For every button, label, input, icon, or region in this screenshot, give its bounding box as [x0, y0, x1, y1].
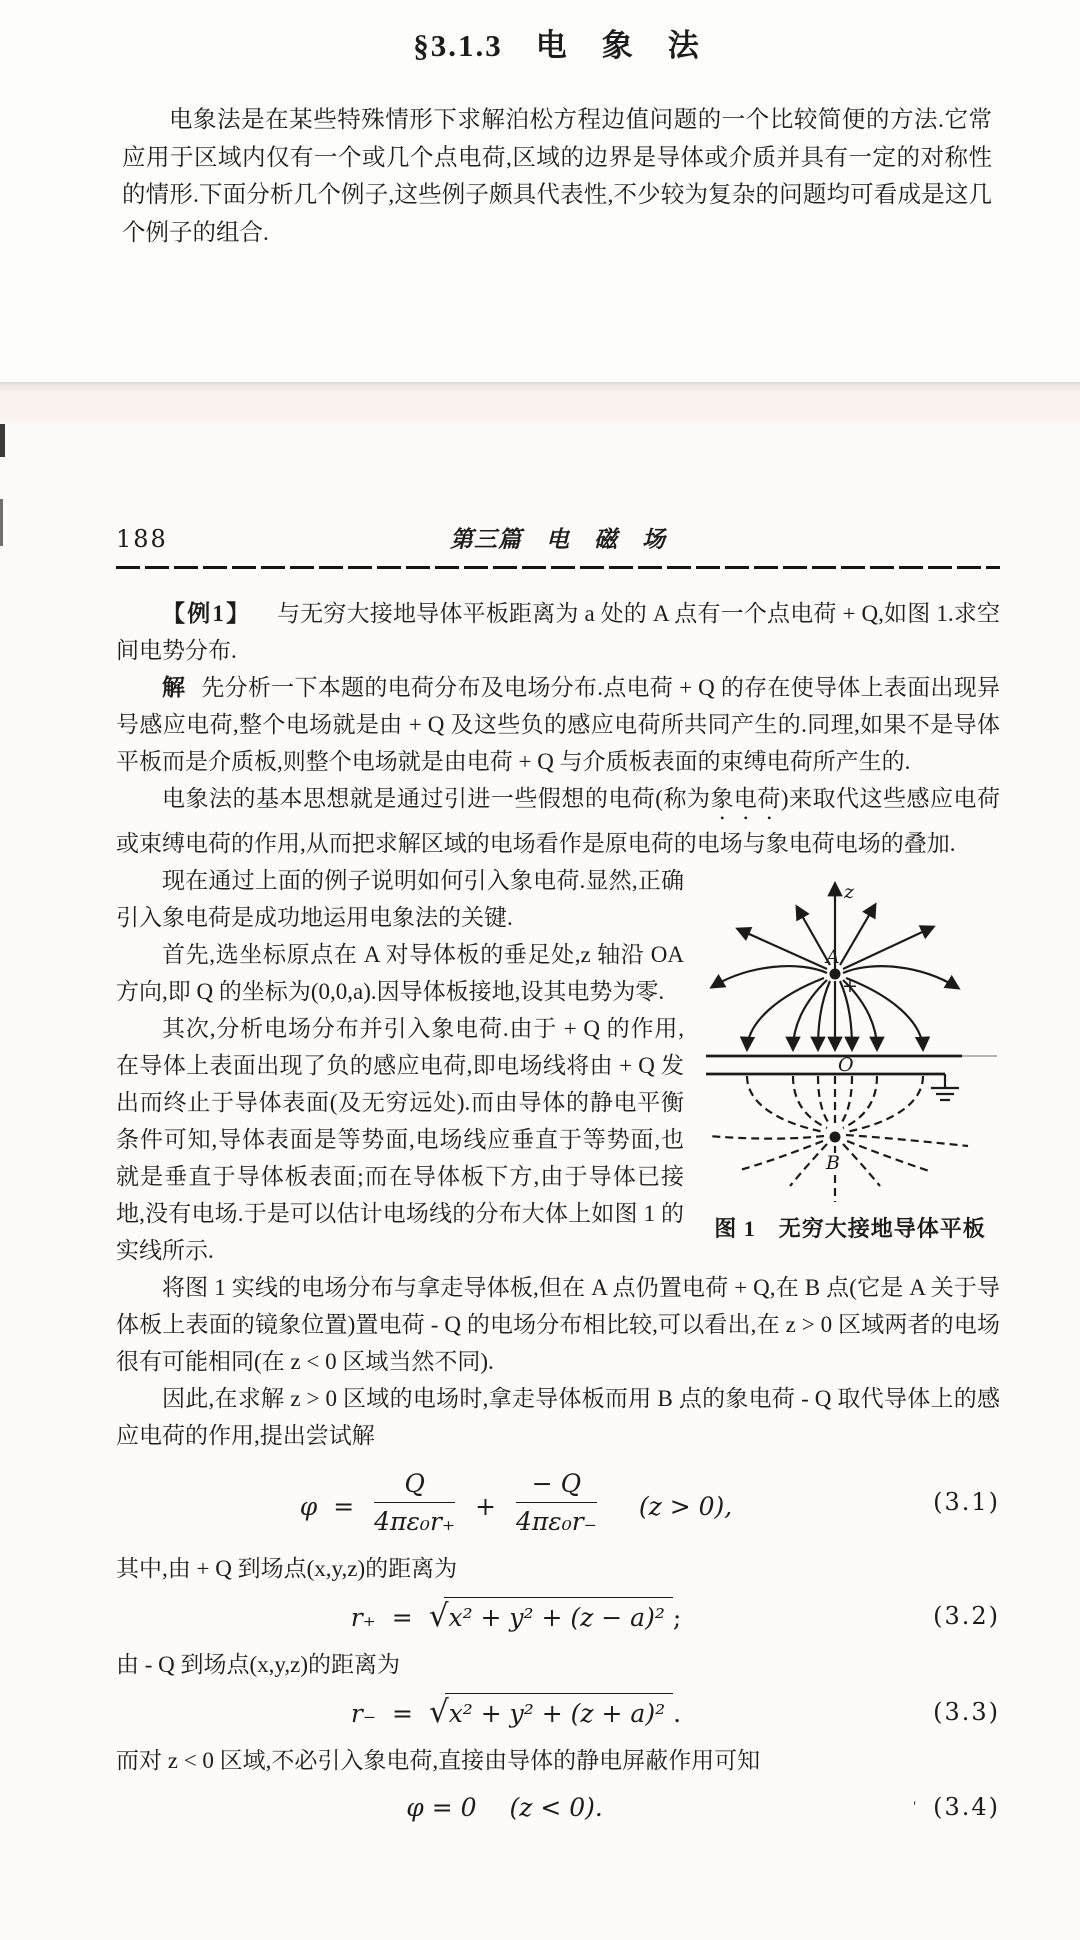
- example-problem-paragraph: [116, 595, 1000, 669]
- origin-O-label: O: [838, 1054, 854, 1076]
- equation-3-4-body: φ = 0 (z < 0).: [406, 1792, 603, 1822]
- equation-number-3-3: (3.3): [933, 1697, 1000, 1726]
- z-axis-label: z: [844, 881, 855, 903]
- equation-3-1: [116, 1468, 1000, 1538]
- ground-symbol: [931, 1074, 959, 1100]
- solution-paragraph-3: 现在通过上面的例子说明如何引入象电荷.显然,正确引入象电荷是成功地运用电象法的关键.: [116, 868, 684, 930]
- field-lines-to-plate: [747, 978, 923, 1049]
- solution-paragraph-5: 其次,分析电场分布并引入象电荷.由于 + Q 的作用,在导体上表面出现了负的感应电荷,即电场线将由 + Q 发出而终止于导体表面(及无穷远处).而由导体的静电平衡条件可知,导体表面是等势面,电场线应垂直于等势面,也就是垂直于导体板表面;而在导体板下方,由于导体已接地,没有电场.于是可以估计电场线的分布大体上如图 1 的实线所示.: [116, 1016, 684, 1263]
- fraction-2: $\frac{- Q}{\text{4πε₀r₋}}$: [515, 1469, 597, 1537]
- equation-3-2-body: r₊ = √x² + y² + (z − a)² ;: [350, 1597, 682, 1634]
- phi-symbol: φ: [299, 1491, 318, 1521]
- charge-B-dot: [830, 1132, 841, 1143]
- scan-speck: ': [913, 1798, 916, 1816]
- equation-number-3-1: (3.1): [933, 1488, 1000, 1517]
- solution-paragraph-6: 将图 1 实线的电场分布与拿走导体板,但在 A 点仍置电荷 + Q,在 B 点(它是 A 关于导体板上表面的镜象位置)置电荷 - Q 的电场分布相比较,可以看出,在 z > 0 区域两者的电场很有可能相同(在 z < 0 区域当然不同).: [116, 1275, 1000, 1374]
- solution-paragraph-1: [116, 669, 1000, 780]
- solution-paragraph-4: 首先,选坐标原点在 A 对导体板的垂足处,z 轴沿 OA 方向,即 Q 的坐标为(0,0,a).因导体板接地,设其电势为零.: [116, 942, 684, 1004]
- condition: (z > 0),: [638, 1491, 733, 1521]
- example-problem: 与无穷大接地导体平板距离为 a 处的 A 点有一个点电荷 + Q,如图 1.求空间电势分布.: [116, 601, 1000, 663]
- where-clause-2: 由 - Q 到场点(x,y,z)的距离为: [116, 1651, 401, 1677]
- scan-edge-mark-1: [0, 424, 5, 457]
- header-rule: [116, 566, 1000, 569]
- previous-page-bottom: [0, 0, 1080, 382]
- equation-3-3: [116, 1693, 1000, 1732]
- fraction-1: $\frac{Q}{\text{4πε₀r₊}}$: [374, 1469, 456, 1537]
- charge-A-dot: [830, 969, 841, 980]
- page-break-band: [0, 382, 1080, 425]
- equation-3-3-body: r₋ = √x² + y² + (z + a)² .: [350, 1693, 682, 1730]
- solution-text-2b: )来取代这些感应电荷或束缚电荷的作用,从而把求解区域的电场看作是原电荷的电场与象电荷电场的叠加.: [116, 786, 1000, 856]
- solution-label: 解: [162, 675, 188, 700]
- solution-paragraph-7: 因此,在求解 z > 0 区域的电场时,拿走导体板而用 B 点的象电荷 - Q 取代导体上的感应电荷的作用,提出尝试解: [116, 1386, 1000, 1448]
- page-header: [116, 521, 1000, 554]
- equation-3-1-body: [116, 1468, 916, 1538]
- radical-sign: √: [428, 1693, 449, 1730]
- where-clause-3: 而对 z < 0 区域,不必引入象电荷,直接由导体的静电屏蔽作用可知: [116, 1747, 761, 1773]
- equation-3-2: [116, 1597, 1000, 1636]
- page-number: 188: [116, 525, 168, 553]
- radical-sign: √: [428, 1597, 449, 1634]
- solution-text-1: 先分析一下本题的电荷分布及电场分布.点电荷 + Q 的存在使导体上表面出现异号感应电荷,整个电场就是由 + Q 及这些负的感应电荷所共同产生的.同理,如果不是导体平板而是介质板,则整个电场就是由电荷 + Q 与介质板表面的束缚电荷所产生的.: [116, 675, 1000, 774]
- plus-sign: +: [475, 1491, 496, 1521]
- figure-caption: 图 1 无穷大接地导体平板: [714, 1216, 986, 1241]
- plus-sign: +: [842, 975, 858, 997]
- current-page: [0, 521, 1080, 1826]
- body-text: [116, 595, 1000, 1826]
- equation-number-3-2: (3.2): [933, 1601, 1000, 1630]
- solution-text-2a: 电象法的基本思想就是通过引进一些假想的电荷(称为: [162, 786, 711, 811]
- equation-number-3-4: (3.4): [933, 1792, 1000, 1821]
- equation-3-4: [116, 1789, 1000, 1826]
- figure-1: [700, 864, 1000, 1247]
- point-B-label: B: [826, 1152, 840, 1174]
- point-A-label: A: [826, 946, 840, 968]
- field-line-diagram: [700, 864, 1000, 1204]
- solution-paragraph-2: [116, 780, 1000, 862]
- intro-paragraph: 电象法是在某些特殊情形下求解泊松方程边值问题的一个比较简便的方法.它常应用于区域内仅有一个或几个点电荷,区域的边界是导体或介质并具有一定的对称性的情形.下面分析几个例子,这些例子颇具代表性,不少较为复杂的问题均可看成是这几个例子的组合.: [122, 107, 992, 246]
- running-title: 第三篇 电 磁 场: [450, 527, 666, 552]
- equals-sign: =: [333, 1491, 355, 1521]
- section-title: §3.1.3 电 象 法: [413, 28, 701, 63]
- where-clause-1: 其中,由 + Q 到场点(x,y,z)的距离为: [116, 1555, 458, 1581]
- emphasized-term: 象电荷: [710, 786, 781, 811]
- scan-edge-mark-2: [0, 499, 3, 546]
- example-label: 【例1】: [162, 601, 240, 626]
